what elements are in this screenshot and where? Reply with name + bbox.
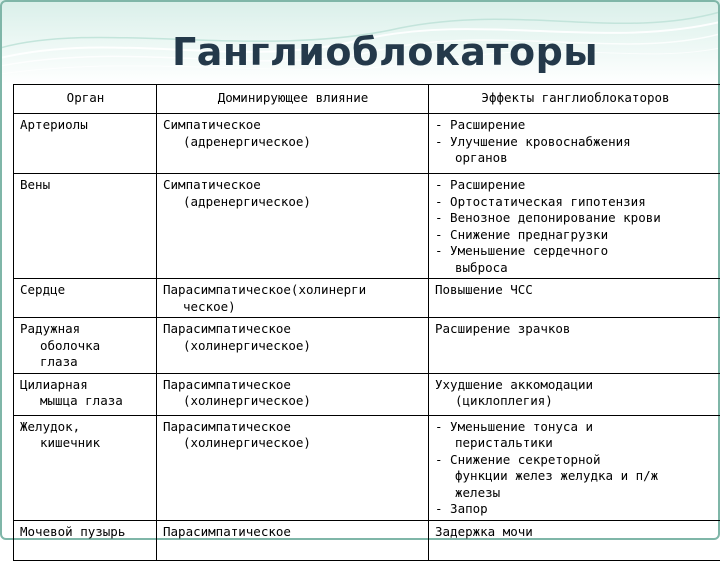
influence-line: Парасимпатическое: [163, 524, 423, 541]
cell-effects: [429, 318, 720, 374]
cell-organ: [14, 174, 157, 279]
organ-line: оболочка: [20, 338, 151, 355]
influence-line: (адренергическое): [163, 134, 423, 151]
effects-line: - Снижение секреторной: [435, 452, 716, 469]
cell-influence: [157, 114, 429, 174]
influence-line: Симпатическое: [163, 117, 423, 134]
table-row: [14, 415, 720, 520]
effects-line: органов: [435, 150, 716, 167]
cell-organ: [14, 520, 157, 560]
column-header-influence: Доминирующее влияние: [157, 85, 429, 114]
table-row: [14, 318, 720, 374]
cell-effects: [429, 520, 720, 560]
organ-line: мышца глаза: [20, 393, 151, 410]
influence-line: Парасимпатическое: [163, 377, 423, 394]
effects-line: Задержка мочи: [435, 524, 716, 541]
organ-line: Вены: [20, 177, 151, 194]
effects-line: - Уменьшение тонуса и: [435, 419, 716, 436]
influence-line: Симпатическое: [163, 177, 423, 194]
effects-line: - Расширение: [435, 117, 716, 134]
influence-line: (холинергическое): [163, 338, 423, 355]
influence-line: (адренергическое): [163, 194, 423, 211]
table-header-row: [14, 85, 720, 114]
effects-line: (циклоплегия): [435, 393, 716, 410]
effects-line: - Уменьшение сердечного: [435, 243, 716, 260]
effects-line: функции желез желудка и п/ж: [435, 468, 716, 485]
influence-line: Парасимпатическое: [163, 321, 423, 338]
cell-influence: [157, 415, 429, 520]
effects-line: железы: [435, 485, 716, 502]
organ-line: Цилиарная: [20, 377, 151, 394]
effects-line: Повышение ЧСС: [435, 282, 716, 299]
table-row: [14, 114, 720, 174]
effects-line: - Снижение преднагрузки: [435, 227, 716, 244]
effects-line: - Венозное депонирование крови: [435, 210, 716, 227]
organ-line: Радужная: [20, 321, 151, 338]
column-header-effects: Эффекты ганглиоблокаторов: [429, 85, 720, 114]
effects-line: - Запор: [435, 501, 716, 518]
cell-organ: [14, 279, 157, 318]
influence-line: (холинергическое): [163, 393, 423, 410]
table-row: [14, 174, 720, 279]
table-row: [14, 520, 720, 560]
effects-line: перистальтики: [435, 435, 716, 452]
cell-effects: [429, 279, 720, 318]
column-header-organ: Орган: [14, 85, 157, 114]
effects-line: выброса: [435, 260, 716, 277]
organ-line: Мочевой пузырь: [20, 524, 151, 541]
organ-line: Сердце: [20, 282, 151, 299]
page-title: Ганглиоблокаторы: [172, 30, 598, 74]
table-row: [14, 279, 720, 318]
cell-influence: [157, 318, 429, 374]
effects-line: - Улучшение кровоснабжения: [435, 134, 716, 151]
cell-influence: [157, 520, 429, 560]
ganglioblockers-table: [13, 84, 720, 561]
influence-line: Парасимпатическое(холинерги: [163, 282, 423, 299]
cell-organ: [14, 114, 157, 174]
cell-effects: [429, 373, 720, 415]
cell-organ: [14, 415, 157, 520]
effects-line: Ухудшение аккомодации: [435, 377, 716, 394]
cell-influence: [157, 174, 429, 279]
cell-organ: [14, 318, 157, 374]
effects-line: Расширение зрачков: [435, 321, 716, 338]
influence-line: Парасимпатическое: [163, 419, 423, 436]
effects-line: - Ортостатическая гипотензия: [435, 194, 716, 211]
influence-line: ческое): [163, 299, 423, 316]
cell-influence: [157, 373, 429, 415]
cell-influence: [157, 279, 429, 318]
organ-line: глаза: [20, 354, 151, 371]
influence-line: (холинергическое): [163, 435, 423, 452]
table-row: [14, 373, 720, 415]
organ-line: кишечник: [20, 435, 151, 452]
effects-line: - Расширение: [435, 177, 716, 194]
organ-line: Артериолы: [20, 117, 151, 134]
cell-effects: [429, 114, 720, 174]
cell-effects: [429, 415, 720, 520]
cell-organ: [14, 373, 157, 415]
organ-line: Желудок,: [20, 419, 151, 436]
cell-effects: [429, 174, 720, 279]
